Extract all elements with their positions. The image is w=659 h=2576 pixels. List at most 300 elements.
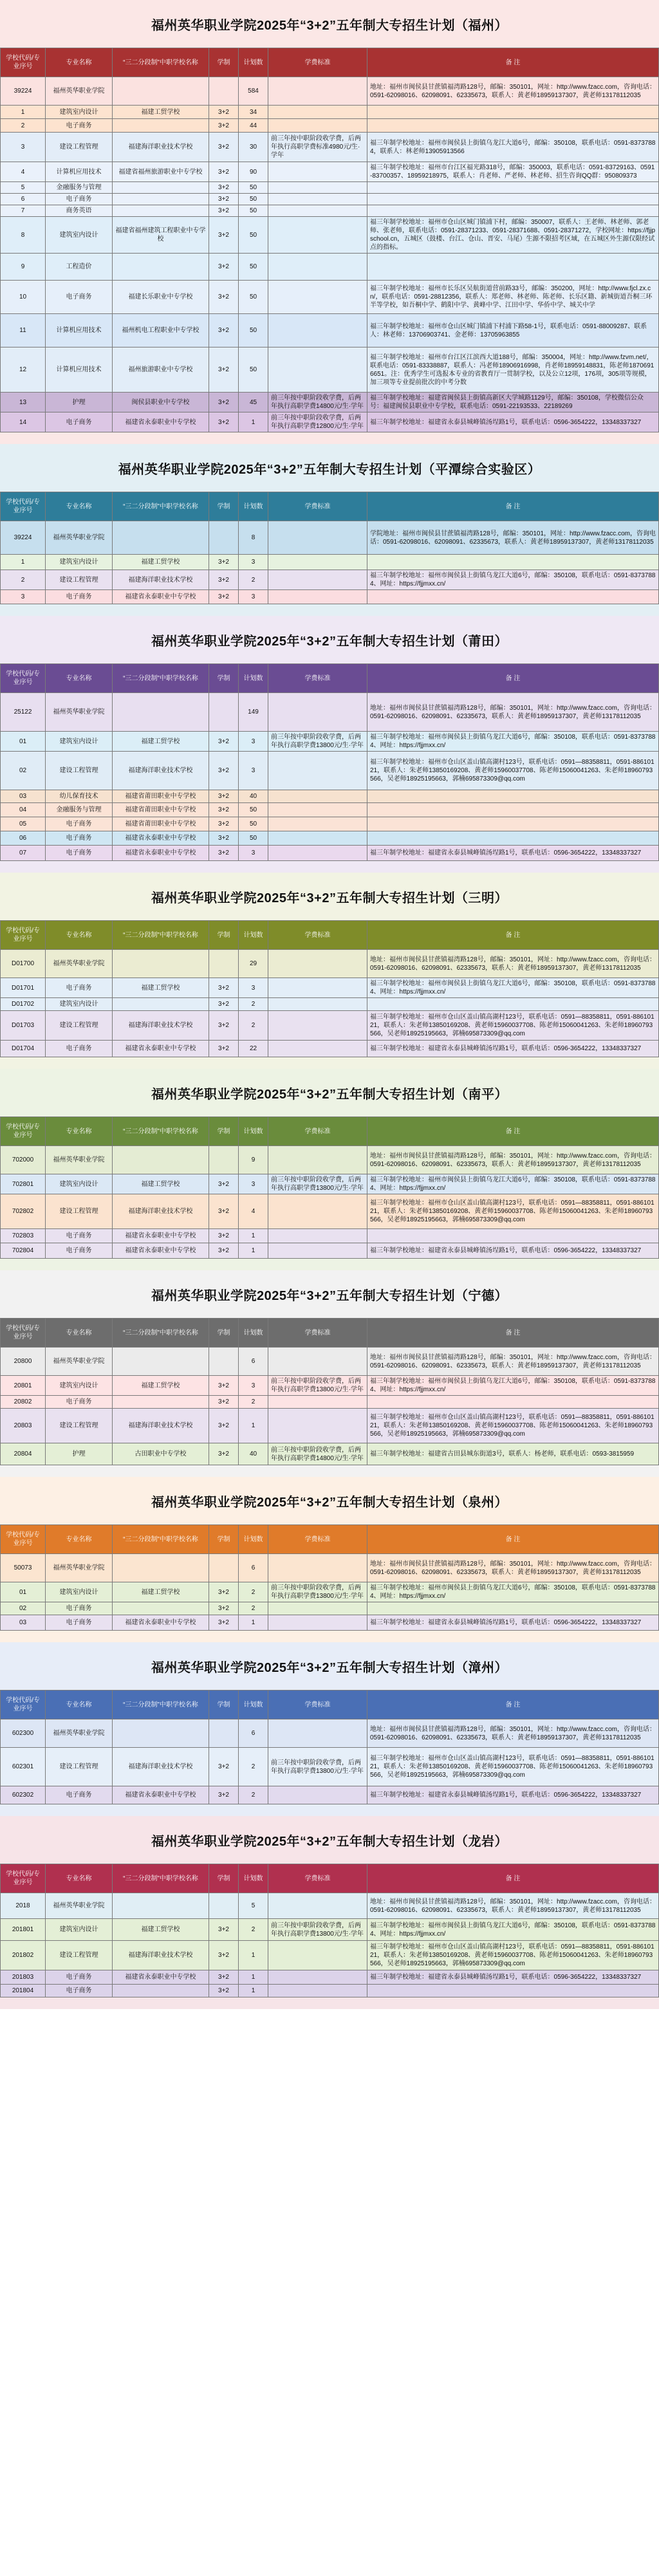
cell-plan: 2 xyxy=(239,1011,268,1041)
cell-major: 护理 xyxy=(46,393,113,412)
cell-system: 3+2 xyxy=(209,1194,239,1229)
col-header-code: 学校代码/专业序号 xyxy=(1,1319,46,1348)
col-header-note: 备 注 xyxy=(367,1691,659,1719)
cell-code: 01 xyxy=(1,1582,46,1602)
cell-system: 3+2 xyxy=(209,1396,239,1409)
cell-major: 金融服务与管理 xyxy=(46,803,113,817)
cell-fee xyxy=(268,1229,367,1243)
cell-major: 福州英华职业学院 xyxy=(46,950,113,978)
cell-fee: 前三年按中职阶段收学费，后两年执行高职学费12800元/生·学年 xyxy=(268,412,367,432)
cell-plan: 50 xyxy=(239,205,268,217)
cell-fee: 前三年按中职阶段收学费，后两年执行高职学费13800元/生·学年 xyxy=(268,1919,367,1941)
cell-system xyxy=(209,521,239,555)
cell-partner: 福建省永泰职业中专学校 xyxy=(113,831,209,846)
cell-fee: 前三年按中职阶段收学费，后两年执行高职学费13800元/生·学年 xyxy=(268,1376,367,1396)
plan-table xyxy=(0,1864,659,1997)
col-header-note: 备 注 xyxy=(367,1525,659,1554)
cell-partner xyxy=(113,1146,209,1174)
cell-code: 13 xyxy=(1,393,46,412)
col-header-fee: 学费标准 xyxy=(268,492,367,521)
table-row xyxy=(1,1970,659,1985)
cell-system: 3+2 xyxy=(209,570,239,590)
cell-system: 3+2 xyxy=(209,194,239,205)
cell-fee: 前三年按中职阶段收学费，后两年执行高职学费13800元/生·学年 xyxy=(268,1174,367,1194)
plan-table xyxy=(0,920,659,1057)
cell-partner: 闽侯县职业中专学校 xyxy=(113,393,209,412)
cell-fee xyxy=(268,1941,367,1970)
table-row xyxy=(1,1409,659,1443)
cell-code: D01701 xyxy=(1,978,46,998)
cell-code: 702803 xyxy=(1,1229,46,1243)
region-nanping xyxy=(0,1069,659,1270)
cell-note: 福三年制学校地址：福州市仓山区盖山镇高湖村123号，联系电话：0591—88358811，0591-88610121，联系人：朱老师13850169208、黄老师15960037708、陈老师15060041263、朱老师18960793566，吴老师18925195663，郭楠695873309@qq.com xyxy=(367,1194,659,1229)
cell-note: 地址：福州市闽侯县甘蔗镇福湾路128号，邮编：350101，网址：http://www.fzacc.com，咨询电话：0591-62098016、62098091、62335673，联系人：黄老师18959137307，黄老师13178112035 xyxy=(367,1719,659,1748)
col-header-partner: “三二分段制”中职学校名称 xyxy=(113,1117,209,1146)
cell-code: 5 xyxy=(1,182,46,194)
col-header-fee: 学费标准 xyxy=(268,48,367,77)
cell-fee xyxy=(268,1985,367,1997)
cell-note xyxy=(367,998,659,1011)
cell-partner: 福州机电工程职业中专学校 xyxy=(113,314,209,347)
cell-partner: 福建海洋职业技术学校 xyxy=(113,133,209,162)
cell-major: 电子商务 xyxy=(46,1243,113,1259)
table-row xyxy=(1,281,659,314)
col-header-code: 学校代码/专业序号 xyxy=(1,1691,46,1719)
cell-system: 3+2 xyxy=(209,555,239,570)
cell-partner: 福建工贸学校 xyxy=(113,978,209,998)
cell-fee xyxy=(268,555,367,570)
cell-fee xyxy=(268,1041,367,1057)
cell-major: 建筑室内设计 xyxy=(46,106,113,119)
cell-partner: 福州旅游职业中专学校 xyxy=(113,347,209,393)
cell-system: 3+2 xyxy=(209,817,239,831)
cell-fee: 前三年按中职阶段收学费，后两年执行高职学费14800元/生·学年 xyxy=(268,393,367,412)
cell-major: 福州英华职业学院 xyxy=(46,1146,113,1174)
cell-fee xyxy=(268,1615,367,1631)
cell-fee xyxy=(268,1602,367,1615)
cell-code: 05 xyxy=(1,817,46,831)
cell-code: 01 xyxy=(1,732,46,752)
cell-major: 电子商务 xyxy=(46,1396,113,1409)
region-title: 福州英华职业学院2025年“3+2”五年制大专招生计划（龙岩） xyxy=(151,1834,508,1849)
cell-code: 14 xyxy=(1,412,46,432)
cell-code: 20800 xyxy=(1,1348,46,1376)
cell-plan: 3 xyxy=(239,590,268,604)
cell-system xyxy=(209,1348,239,1376)
cell-partner xyxy=(113,521,209,555)
cell-note: 福三年制学校地址：福州市台江区江滨西大道188号，邮编：350004，网址：http://www.fzvm.net/，联系电话：0591-83338887，联系人：冯老师18906916998，肖老师18959148831，陈老师18706916651。注：优秀学生可选报本专业的省教育厅一贯制学校，以及公立12项，176项，305项等规模，加三项等专业提前批次的中考分数 xyxy=(367,347,659,393)
cell-note: 福三年制学校地址：福建省永泰县城峰镇汤埕路1号，联系电话：0596-3654222，13348337327 xyxy=(367,1786,659,1804)
cell-fee xyxy=(268,1396,367,1409)
cell-plan: 1 xyxy=(239,1615,268,1631)
table-row xyxy=(1,1941,659,1970)
cell-system: 3+2 xyxy=(209,1229,239,1243)
cell-plan: 6 xyxy=(239,1348,268,1376)
cell-code: 04 xyxy=(1,803,46,817)
cell-plan: 40 xyxy=(239,1443,268,1465)
cell-partner: 福建省永泰职业中专学校 xyxy=(113,1970,209,1985)
cell-system: 3+2 xyxy=(209,1615,239,1631)
cell-fee: 前三年按中职阶段收学费，后两年执行高职学费13800元/生·学年 xyxy=(268,1582,367,1602)
col-header-system: 学制 xyxy=(209,1691,239,1719)
cell-partner: 福建省莆田职业中专学校 xyxy=(113,790,209,803)
table-row xyxy=(1,77,659,106)
cell-plan: 2 xyxy=(239,1748,268,1786)
cell-partner xyxy=(113,77,209,106)
cell-major: 电子商务 xyxy=(46,846,113,861)
cell-system xyxy=(209,1146,239,1174)
col-header-note: 备 注 xyxy=(367,921,659,950)
col-header-major: 专业名称 xyxy=(46,1864,113,1893)
cell-plan: 90 xyxy=(239,162,268,182)
cell-system: 3+2 xyxy=(209,254,239,281)
region-title: 福州英华职业学院2025年“3+2”五年制大专招生计划（三明） xyxy=(151,891,508,905)
col-header-partner: “三二分段制”中职学校名称 xyxy=(113,921,209,950)
cell-major: 福州英华职业学院 xyxy=(46,1719,113,1748)
cell-system: 3+2 xyxy=(209,590,239,604)
table-row xyxy=(1,1919,659,1941)
col-header-fee: 学费标准 xyxy=(268,1525,367,1554)
col-header-plan: 计划数 xyxy=(239,1319,268,1348)
cell-system: 3+2 xyxy=(209,347,239,393)
col-header-major: 专业名称 xyxy=(46,664,113,693)
cell-fee xyxy=(268,162,367,182)
cell-partner: 福建工贸学校 xyxy=(113,555,209,570)
cell-partner xyxy=(113,1893,209,1919)
cell-code: D01702 xyxy=(1,998,46,1011)
cell-plan: 2 xyxy=(239,1919,268,1941)
cell-system: 3+2 xyxy=(209,119,239,133)
cell-system xyxy=(209,77,239,106)
col-header-plan: 计划数 xyxy=(239,48,268,77)
table-row xyxy=(1,803,659,817)
cell-system: 3+2 xyxy=(209,314,239,347)
table-row xyxy=(1,1146,659,1174)
cell-system: 3+2 xyxy=(209,393,239,412)
region-title: 福州英华职业学院2025年“3+2”五年制大专招生计划（宁德） xyxy=(151,1288,508,1303)
cell-fee xyxy=(268,1348,367,1376)
cell-fee xyxy=(268,194,367,205)
cell-partner xyxy=(113,950,209,978)
col-header-plan: 计划数 xyxy=(239,664,268,693)
cell-major: 建筑室内设计 xyxy=(46,1582,113,1602)
table-row xyxy=(1,1985,659,1997)
region-gap xyxy=(0,1804,659,1816)
cell-major: 建筑室内设计 xyxy=(46,1376,113,1396)
cell-code: D01703 xyxy=(1,1011,46,1041)
col-header-note: 备 注 xyxy=(367,1117,659,1146)
cell-code: 4 xyxy=(1,162,46,182)
cell-system: 3+2 xyxy=(209,831,239,846)
cell-fee xyxy=(268,790,367,803)
cell-code: 3 xyxy=(1,133,46,162)
cell-partner: 福建省福州建筑工程职业中专学校 xyxy=(113,217,209,254)
table-row xyxy=(1,831,659,846)
cell-major: 建筑室内设计 xyxy=(46,732,113,752)
table-row xyxy=(1,732,659,752)
cell-partner: 福建省莆田职业中专学校 xyxy=(113,817,209,831)
cell-code: 07 xyxy=(1,846,46,861)
cell-fee: 前三年按中职阶段收学费，后两年执行高职学费13800元/生·学年 xyxy=(268,732,367,752)
cell-major: 建设工程管理 xyxy=(46,570,113,590)
cell-note: 学院地址：福州市闽侯县甘蔗镇福湾路128号，邮编：350101，网址：http://www.fzacc.com，咨询电话：0591-62098016、62098091、62335673，联系人：黄老师18959137307，黄老师13178112035 xyxy=(367,521,659,555)
table-row xyxy=(1,846,659,861)
table-row xyxy=(1,1602,659,1615)
cell-partner xyxy=(113,1602,209,1615)
cell-code: 602300 xyxy=(1,1719,46,1748)
cell-code: 2 xyxy=(1,119,46,133)
col-header-plan: 计划数 xyxy=(239,492,268,521)
cell-plan: 1 xyxy=(239,1970,268,1985)
col-header-system: 学制 xyxy=(209,492,239,521)
cell-plan: 9 xyxy=(239,1146,268,1174)
plan-table xyxy=(0,663,659,861)
cell-note: 福三年制学校地址：福州市闽侯县上街镇乌龙江大道6号，邮编：350108，联系电话：0591-83737884、网址：https://fjjmxx.cn/ xyxy=(367,1376,659,1396)
cell-note: 地址：福州市闽侯县甘蔗镇福湾路128号，邮编：350101，网址：http://www.fzacc.com，咨询电话：0591-62098016、62098091、62335673，联系人：黄老师18959137307，黄老师13178112035 xyxy=(367,1146,659,1174)
cell-plan: 50 xyxy=(239,194,268,205)
cell-system: 3+2 xyxy=(209,106,239,119)
cell-plan: 3 xyxy=(239,752,268,790)
table-row xyxy=(1,1748,659,1786)
cell-major: 幼儿保育技术 xyxy=(46,790,113,803)
cell-code: 12 xyxy=(1,347,46,393)
table-row xyxy=(1,790,659,803)
cell-plan: 1 xyxy=(239,1243,268,1259)
table-row xyxy=(1,555,659,570)
region-gap xyxy=(0,1259,659,1270)
table-row xyxy=(1,205,659,217)
cell-partner: 福建省永泰职业中专学校 xyxy=(113,412,209,432)
table-row xyxy=(1,817,659,831)
cell-fee xyxy=(268,803,367,817)
cell-major: 电子商务 xyxy=(46,590,113,604)
cell-fee xyxy=(268,254,367,281)
cell-note: 福三年制学校地址：福建省永泰县城峰镇汤埕路1号，联系电话：0596-3654222，13348337327 xyxy=(367,1243,659,1259)
cell-plan: 3 xyxy=(239,732,268,752)
cell-fee xyxy=(268,281,367,314)
cell-code: 201803 xyxy=(1,1970,46,1985)
cell-fee xyxy=(268,1146,367,1174)
region-ningde xyxy=(0,1270,659,1477)
cell-system xyxy=(209,1554,239,1582)
cell-major: 建筑室内设计 xyxy=(46,1919,113,1941)
table-row xyxy=(1,1174,659,1194)
cell-system: 3+2 xyxy=(209,182,239,194)
cell-fee xyxy=(268,217,367,254)
cell-major: 电子商务 xyxy=(46,194,113,205)
cell-fee: 前三年按中职阶段收学费，后两年执行高职学费14800元/生·学年 xyxy=(268,1443,367,1465)
cell-note xyxy=(367,254,659,281)
cell-code: D01700 xyxy=(1,950,46,978)
cell-note xyxy=(367,817,659,831)
cell-plan: 1 xyxy=(239,1941,268,1970)
cell-major: 工程造价 xyxy=(46,254,113,281)
cell-fee xyxy=(268,998,367,1011)
cell-plan: 4 xyxy=(239,1194,268,1229)
region-longyan xyxy=(0,1816,659,2009)
cell-system: 3+2 xyxy=(209,1376,239,1396)
plan-table xyxy=(0,1318,659,1465)
header-row xyxy=(1,921,659,950)
cell-system: 3+2 xyxy=(209,1582,239,1602)
cell-partner: 福建海洋职业技术学校 xyxy=(113,1409,209,1443)
cell-system: 3+2 xyxy=(209,205,239,217)
cell-code: 39224 xyxy=(1,77,46,106)
table-row xyxy=(1,194,659,205)
cell-plan: 44 xyxy=(239,119,268,133)
cell-note: 福三年制学校地址：福州市仓山区城门镇浦下村，邮编：350007，联系人：王老师、林老师、郭老师、张老师，联系电话：0591-28371233、0591-28371688、0591-28371272，学校网址：https://fjjpschool.cn，五城区（鼓楼、台江、仓山、晋安、马尾）生源不限招考区域，在五城区外生源仅限经试点的指标。 xyxy=(367,217,659,254)
cell-plan: 50 xyxy=(239,803,268,817)
table-row xyxy=(1,393,659,412)
col-header-system: 学制 xyxy=(209,1117,239,1146)
cell-partner xyxy=(113,1348,209,1376)
table-row xyxy=(1,1786,659,1804)
cell-system: 3+2 xyxy=(209,1409,239,1443)
cell-code: 20802 xyxy=(1,1396,46,1409)
region-gap xyxy=(0,604,659,616)
col-header-note: 备 注 xyxy=(367,664,659,693)
cell-plan: 50 xyxy=(239,831,268,846)
table-row xyxy=(1,254,659,281)
cell-plan: 50 xyxy=(239,281,268,314)
cell-fee xyxy=(268,950,367,978)
col-header-note: 备 注 xyxy=(367,492,659,521)
table-row xyxy=(1,978,659,998)
cell-system: 3+2 xyxy=(209,1602,239,1615)
cell-note: 福三年制学校地址：福州市闽侯县上街镇乌龙江大道6号，邮编：350108，联系电话：0591-83737884、网址：https://fjjmxx.cn/ xyxy=(367,1174,659,1194)
cell-major: 电子商务 xyxy=(46,817,113,831)
cell-system: 3+2 xyxy=(209,412,239,432)
cell-system: 3+2 xyxy=(209,217,239,254)
cell-partner xyxy=(113,1396,209,1409)
cell-major: 建设工程管理 xyxy=(46,1748,113,1786)
table-row xyxy=(1,314,659,347)
cell-system: 3+2 xyxy=(209,790,239,803)
cell-fee xyxy=(268,314,367,347)
table-row xyxy=(1,1229,659,1243)
table-row xyxy=(1,106,659,119)
table-row xyxy=(1,570,659,590)
cell-note: 福三年制学校地址：福建省闽侯县上街镇高新区大学城路1129号，邮编：350108，学校微信公众号：福建闽侯县职业中专学校，联系电话：0591-22193533、22189269 xyxy=(367,393,659,412)
cell-note: 福三年制学校地址：福州市仓山区盖山镇高湖村123号，联系电话：0591—88358811，0591-88610121，联系人：朱老师13850169208、黄老师15960037708、陈老师15060041263、朱老师18960793566，吴老师18925195663，郭楠695873309@qq.com xyxy=(367,752,659,790)
cell-code: 702801 xyxy=(1,1174,46,1194)
cell-major: 建筑室内设计 xyxy=(46,998,113,1011)
table-row xyxy=(1,1443,659,1465)
table-row xyxy=(1,1011,659,1041)
cell-system xyxy=(209,1719,239,1748)
cell-fee xyxy=(268,590,367,604)
cell-note: 福三年制学校地址：福建省永泰县城峰镇汤埕路1号，联系电话：0596-3654222，13348337327 xyxy=(367,1615,659,1631)
cell-note: 地址：福州市闽侯县甘蔗镇福湾路128号，邮编：350101，网址：http://www.fzacc.com，咨询电话：0591-62098016、62098091、62335673，联系人：黄老师18959137307，黄老师13178112035 xyxy=(367,1554,659,1582)
cell-note xyxy=(367,1985,659,1997)
cell-partner xyxy=(113,119,209,133)
cell-code: D01704 xyxy=(1,1041,46,1057)
cell-partner: 福建工贸学校 xyxy=(113,1376,209,1396)
cell-code: 03 xyxy=(1,1615,46,1631)
cell-partner xyxy=(113,1719,209,1748)
cell-fee xyxy=(268,1194,367,1229)
cell-major: 建设工程管理 xyxy=(46,133,113,162)
cell-code: 201801 xyxy=(1,1919,46,1941)
cell-major: 福州英华职业学院 xyxy=(46,77,113,106)
header-row xyxy=(1,664,659,693)
cell-note: 福三年制学校地址：福建省永泰县城峰镇汤埕路1号，联系电话：0596-3654222，13348337327 xyxy=(367,1970,659,1985)
region-putian xyxy=(0,616,659,873)
region-gap xyxy=(0,432,659,444)
table-row xyxy=(1,1554,659,1582)
table-row xyxy=(1,347,659,393)
table-row xyxy=(1,1719,659,1748)
cell-fee: 前三年按中职阶段收学费，后两年执行高职学费13800元/生·学年 xyxy=(268,1748,367,1786)
cell-code: 3 xyxy=(1,590,46,604)
cell-system: 3+2 xyxy=(209,1041,239,1057)
col-header-plan: 计划数 xyxy=(239,921,268,950)
cell-note: 福三年制学校地址：福州市闽侯县上街镇乌龙江大道6号，邮编：350108，联系电话：0591-83737884、网址：https://fjjmxx.cn/ xyxy=(367,570,659,590)
cell-plan: 50 xyxy=(239,347,268,393)
cell-major: 福州英华职业学院 xyxy=(46,1893,113,1919)
col-header-code: 学校代码/专业序号 xyxy=(1,664,46,693)
cell-major: 电子商务 xyxy=(46,1985,113,1997)
cell-fee xyxy=(268,1970,367,1985)
cell-plan: 2 xyxy=(239,1786,268,1804)
col-header-note: 备 注 xyxy=(367,48,659,77)
plan-table xyxy=(0,48,659,432)
cell-code: 201802 xyxy=(1,1941,46,1970)
region-gap xyxy=(0,861,659,873)
cell-system: 3+2 xyxy=(209,1941,239,1970)
cell-code: 10 xyxy=(1,281,46,314)
cell-fee xyxy=(268,1893,367,1919)
table-row xyxy=(1,133,659,162)
col-header-note: 备 注 xyxy=(367,1319,659,1348)
table-row xyxy=(1,1615,659,1631)
cell-fee xyxy=(268,347,367,393)
cell-major: 建设工程管理 xyxy=(46,1941,113,1970)
cell-system: 3+2 xyxy=(209,1748,239,1786)
region-sanming xyxy=(0,873,659,1069)
cell-partner: 福建工贸学校 xyxy=(113,1582,209,1602)
col-header-fee: 学费标准 xyxy=(268,921,367,950)
cell-partner: 福建海洋职业技术学校 xyxy=(113,1748,209,1786)
cell-code: 50073 xyxy=(1,1554,46,1582)
col-header-system: 学制 xyxy=(209,664,239,693)
cell-plan: 1 xyxy=(239,1409,268,1443)
region-gap xyxy=(0,1997,659,2009)
cell-code: 201804 xyxy=(1,1985,46,1997)
cell-note xyxy=(367,205,659,217)
cell-partner xyxy=(113,998,209,1011)
cell-system: 3+2 xyxy=(209,281,239,314)
cell-plan: 50 xyxy=(239,817,268,831)
cell-major: 电子商务 xyxy=(46,281,113,314)
table-row xyxy=(1,1376,659,1396)
cell-fee xyxy=(268,831,367,846)
col-header-major: 专业名称 xyxy=(46,1691,113,1719)
cell-plan: 3 xyxy=(239,555,268,570)
cell-major: 电子商务 xyxy=(46,1041,113,1057)
cell-plan: 2 xyxy=(239,1396,268,1409)
cell-major: 计算机应用技术 xyxy=(46,162,113,182)
cell-system: 3+2 xyxy=(209,752,239,790)
table-row xyxy=(1,182,659,194)
table-row xyxy=(1,119,659,133)
cell-note: 福三年制学校地址：福州市仓山区盖山镇高湖村123号，联系电话：0591—88358811，0591-88610121，联系人：朱老师13850169208、黄老师15960037708、陈老师15060041263、朱老师18960793566，吴老师18925195663，郭楠695873309@qq.com xyxy=(367,1409,659,1443)
cell-plan: 3 xyxy=(239,978,268,998)
cell-note xyxy=(367,106,659,119)
cell-plan: 3 xyxy=(239,1376,268,1396)
cell-partner: 福建工贸学校 xyxy=(113,1919,209,1941)
col-header-code: 学校代码/专业序号 xyxy=(1,48,46,77)
